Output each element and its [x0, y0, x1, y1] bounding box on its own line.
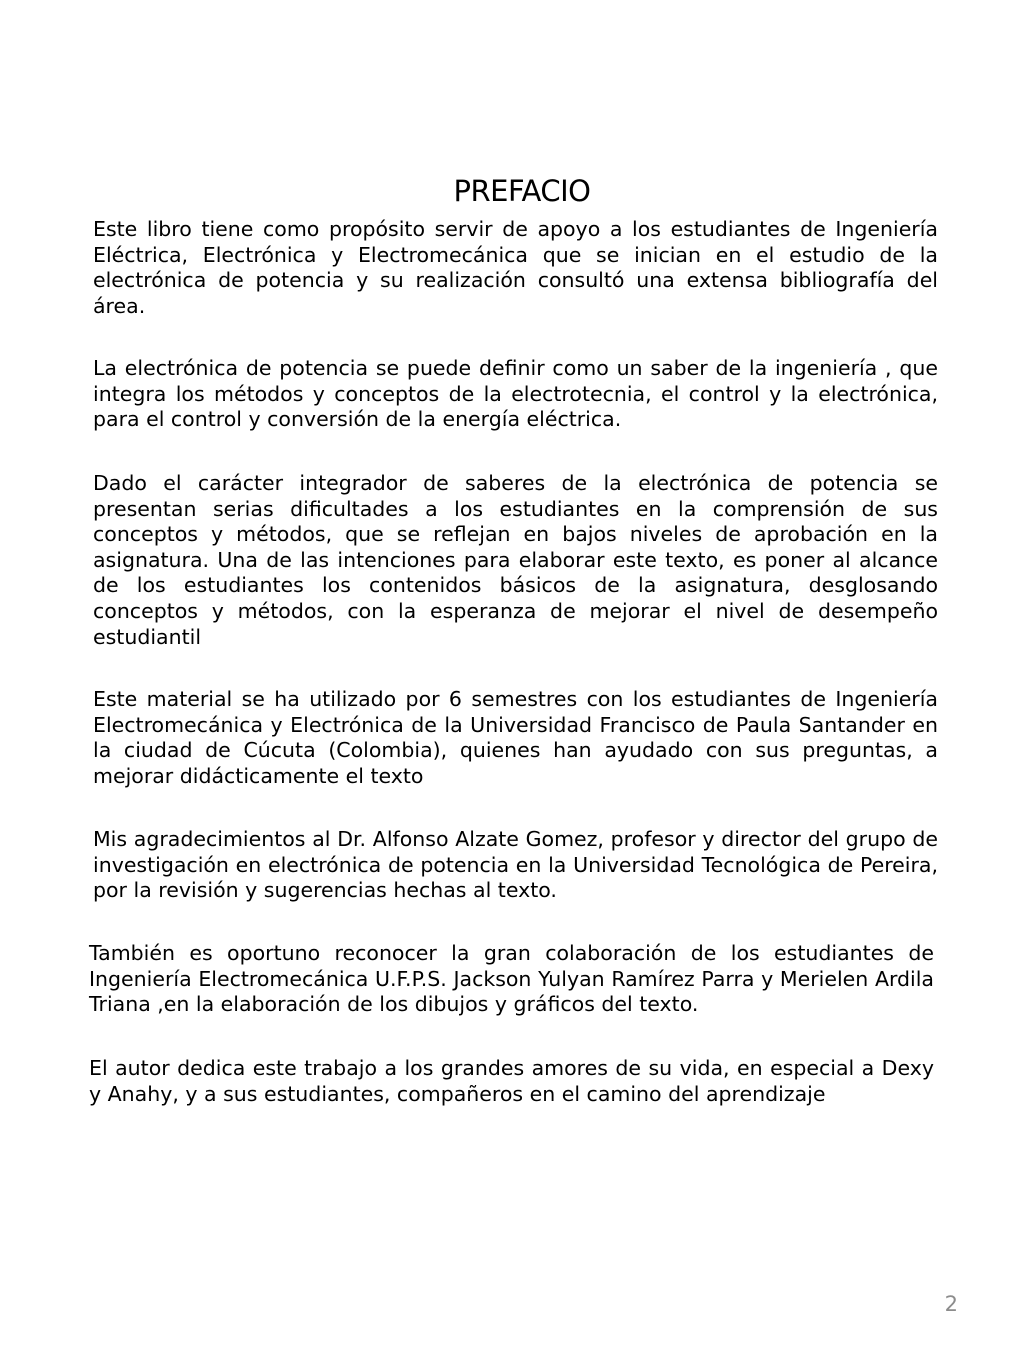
- paragraph-dedication: El autor dedica este trabajo a los grandes amores de su vida, en especial a Dexy y Anahy, y a sus estudiantes, compañeros en el camino del aprendizaje: [89, 1056, 934, 1106]
- paragraph-motivation: Dado el carácter integrador de saberes de la electrónica de potencia se presentan serias dificultades a los estudiantes en la comprensión de sus conceptos y métodos, que se reflejan en bajos niveles de aprobación en la asignatura. Una de las intenciones para elaborar este texto, es poner al alcance de los estudiantes los contenidos básicos de la asignatura, desglosando conceptos y métodos, con la esperanza de mejorar el nivel de desempeño estudiantil: [93, 471, 938, 649]
- page-number: 2: [944, 1292, 958, 1316]
- paragraph-acknowledgements: Mis agradecimientos al Dr. Alfonso Alzate Gomez, profesor y director del grupo de investigación en electrónica de potencia en la Universidad Tecnológica de Pereira, por la revisión y sugerencias hechas al texto.: [93, 827, 938, 903]
- paragraph-usage: Este material se ha utilizado por 6 semestres con los estudiantes de Ingeniería Electromecánica y Electrónica de la Universidad Francisco de Paula Santander en la ciudad de Cúcuta (Colombia), quienes han ayudado con sus preguntas, a mejorar didácticamente el texto: [93, 687, 938, 788]
- paragraph-collaboration: También es oportuno reconocer la gran colaboración de los estudiantes de Ingeniería Electromecánica U.F.P.S. Jackson Yulyan Ramírez Parra y Merielen Ardila Triana ,en la elaboración de los dibujos y gráficos del texto.: [89, 941, 934, 1017]
- paragraph-purpose: Este libro tiene como propósito servir de apoyo a los estudiantes de Ingeniería Eléctrica, Electrónica y Electromecánica que se inician en el estudio de la electrónica de potencia y su realización consultó una extensa bibliografía del área.: [93, 217, 938, 318]
- page-title: PREFACIO: [453, 174, 591, 209]
- paragraph-definition: La electrónica de potencia se puede definir como un saber de la ingeniería , que integra los métodos y conceptos de la electrotecnia, el control y la electrónica, para el control y conversión de la energía eléctrica.: [93, 356, 938, 432]
